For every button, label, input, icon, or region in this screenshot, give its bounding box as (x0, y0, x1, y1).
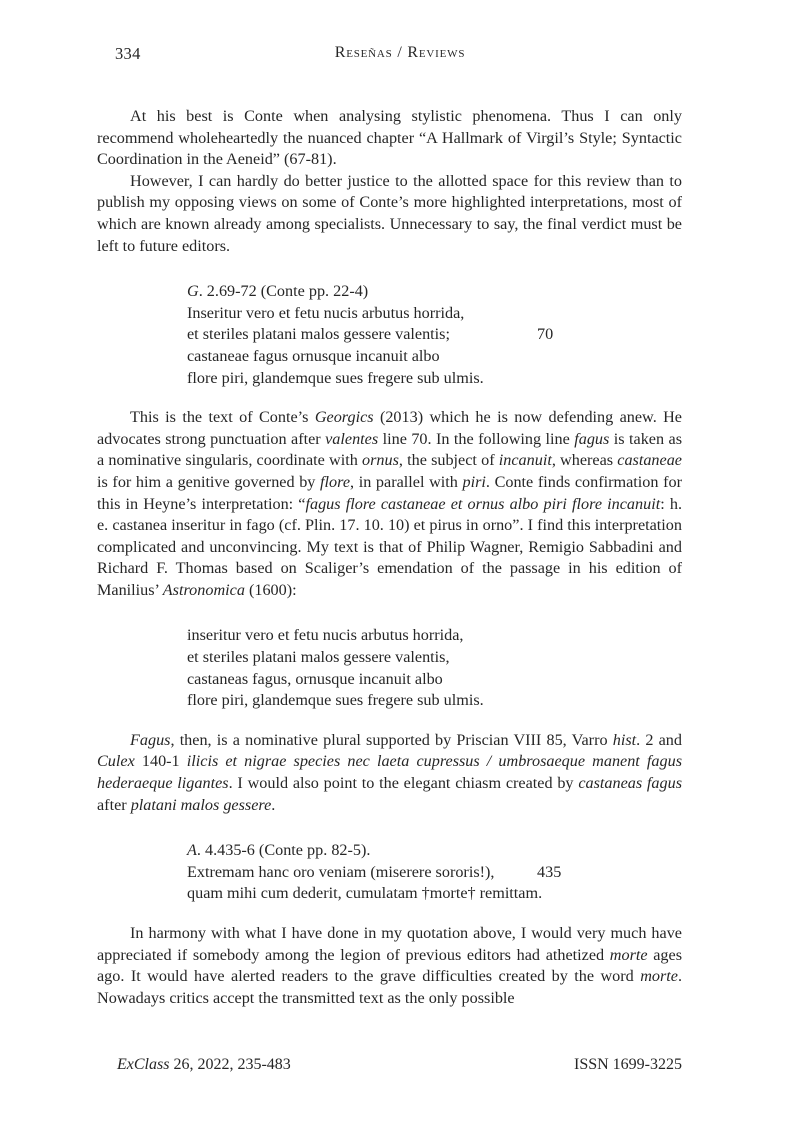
italic-text: A (187, 841, 197, 860)
paragraph: At his best is Conte when analysing stylistic phenomena. Thus I can only recommend wholeheartedly the nuanced chapter “A Hallmark of Virgil’s Style; Syntactic Coordination in the Aeneid” (67-81). (97, 107, 682, 169)
italic-text: G (187, 282, 199, 301)
verse-quote (97, 625, 682, 711)
italic-text: ilicis et nigrae species nec laeta cupressus / umbrosaeque manent fagus hederaeque ligantes (97, 752, 683, 793)
issn: ISSN 1699-3225 (573, 1056, 682, 1073)
italic-text: Georgics (314, 408, 374, 427)
italic-text: hist (612, 730, 637, 749)
verse-line: castaneas fagus, ornusque incanuit albo (187, 669, 443, 688)
italic-text: castaneas fagus (578, 774, 683, 793)
paragraph: Fagus, then, is a nominative plural supported by Priscian VIII 85, Varro hist. 2 and Culex 140-1 ilicis et nigrae species nec laeta cupressus / umbrosaeque manent fagus hederaeque ligantes. I would also point to the elegant chiasm created by castaneas fagus after platani malos gessere. (97, 730, 683, 814)
italic-text: Fagus (130, 730, 171, 749)
paragraph: In harmony with what I have done in my quotation above, I would very much have appreciated if somebody among the legion of previous editors had athetized morte ages ago. It would have alerted readers to the grave difficulties created by the word morte. Nowadays critics accept the transmitted text as the only possible (97, 924, 682, 1007)
italic-text: flore (320, 472, 351, 491)
verse-heading: G. 2.69-72 (Conte pp. 22-4) (187, 282, 369, 301)
italic-text: incanuit (498, 451, 552, 470)
italic-text: fagus (574, 429, 610, 448)
verse-line: et steriles platani malos gessere valentis; 70 (187, 324, 682, 346)
journal-citation: ExClass 26, 2022, 235-483 (117, 1056, 291, 1073)
italic-text: platani malos gessere (130, 795, 272, 814)
verse-line: Extremam hanc oro veniam (miserere sororis!), 435 (187, 862, 682, 884)
italic-text: Culex (97, 752, 135, 771)
verse-line: inseritur vero et fetu nucis arbutus horrida, (187, 626, 464, 645)
italic-text: piri (462, 472, 486, 491)
page-number: 334 (115, 44, 141, 63)
verse-line-number: 435 (537, 862, 562, 881)
page-footer (0, 1056, 800, 1078)
verse-line-number: 70 (537, 325, 554, 344)
page-header (0, 44, 800, 66)
verse-line: et steriles platani malos gessere valentis, (187, 648, 450, 667)
italic-text: morte (640, 967, 678, 986)
verse-line: Inseritur vero et fetu nucis arbutus horrida, (187, 303, 465, 322)
verse-quote (97, 840, 682, 905)
italic-text: fagus flore castaneae et ornus albo piri flore incanuit (305, 494, 661, 513)
verse-line: flore piri, glandemque sues fregere sub ulmis. (187, 691, 484, 710)
verse-heading: A. 4.435-6 (Conte pp. 82-5). (187, 841, 371, 860)
verse-line: quam mihi cum dederit, cumulatam †morte† remittam. (187, 884, 543, 903)
italic-text: ExClass (117, 1056, 170, 1073)
verse-quote (97, 281, 682, 389)
italic-text: valentes (325, 429, 379, 448)
paragraph: However, I can hardly do better justice to the allotted space for this review than to publish my opposing views on some of Conte’s more highlighted interpretations, most of which are known already among specialists. Unnecessary to say, the final verdict must be left to future editors. (97, 171, 682, 255)
verse-line: flore piri, glandemque sues fregere sub ulmis. (187, 368, 484, 387)
verse-line: castaneae fagus ornusque incanuit albo (187, 346, 440, 365)
italic-text: castaneae (617, 451, 682, 470)
running-title: Reseñas / Reviews (334, 44, 466, 61)
italic-text: Astronomica (162, 580, 245, 599)
review-body (97, 106, 682, 1009)
paragraph: This is the text of Conte’s Georgics (2013) which he is now defending anew. He advocates strong punctuation after valentes line 70. In the following line fagus is taken as a nominative singularis, coordinate with ornus, the subject of incanuit, whereas castaneae is for him a genitive governed by flore, in parallel with piri. Conte finds confirmation for this in Heyne’s interpretation: “fagus flore castaneae et ornus albo piri flore incanuit: h. e. castanea inseritur in fago (cf. Plin. 17. 10. 10) et pirus in orno”. I find this interpretation complicated and unconvincing. My text is that of Philip Wagner, Remigio Sabbadini and Richard F. Thomas based on Scaliger’s emendation of the passage in his edition of Manilius’ Astronomica (1600): (97, 408, 683, 599)
italic-text: morte (609, 945, 648, 964)
italic-text: ornus (362, 451, 399, 470)
